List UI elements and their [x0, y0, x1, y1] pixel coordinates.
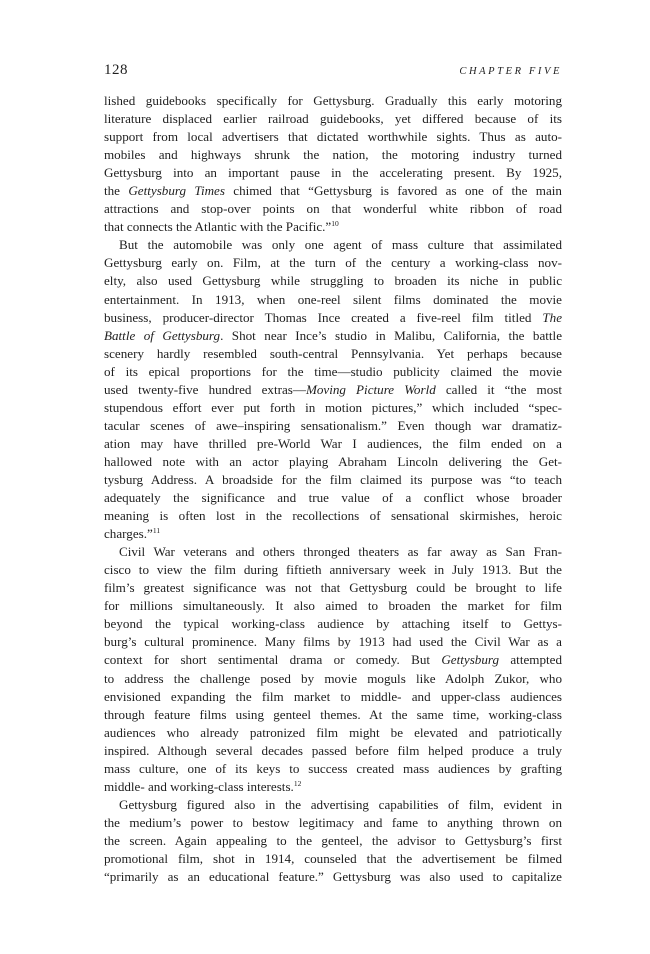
text-run: Civil War veterans and others thronged theaters as far away as San Fran- [119, 544, 562, 560]
paragraph [104, 796, 562, 886]
text-line [104, 525, 562, 543]
text-line [104, 128, 562, 146]
page-number: 128 [104, 62, 128, 78]
text-line [104, 182, 562, 200]
text-run: beyond the typical working-class audience by attaching itself to Gettys- [104, 616, 562, 632]
paragraph [104, 92, 562, 236]
text-line [104, 200, 562, 218]
text-line [104, 471, 562, 489]
text-run: used twenty-five hundred extras— [104, 381, 306, 397]
text-run: the screen. Again appealing to the genteel, the advisor to Gettysburg’s first [104, 832, 562, 848]
text-run: stupendous effort ever put forth in motion pictures,” which included “spec- [104, 399, 562, 415]
text-run: that connects the Atlantic with the Pacific.” [104, 219, 332, 235]
text-line [104, 453, 562, 471]
text-line [104, 254, 562, 272]
paragraph [104, 236, 562, 543]
text-line [104, 850, 562, 868]
text-line [104, 272, 562, 290]
text-run: called it “the most [435, 381, 562, 397]
text-line [104, 579, 562, 597]
text-line [104, 110, 562, 128]
footnote-marker: 10 [331, 219, 339, 229]
text-run: Gettysburg into an important pause in the accelerating present. By 1925, [104, 165, 562, 181]
text-run: the medium’s power to bestow legitimacy and fame to anything thrown on [104, 814, 562, 830]
text-line [104, 309, 562, 327]
text-run: cisco to view the film during fiftieth anniversary week in July 1913. But the [104, 562, 562, 578]
text-run: the [104, 183, 129, 199]
text-line [104, 597, 562, 615]
text-run: elty, also used Gettysburg while struggling to broaden its niche in public [104, 273, 562, 289]
text-line [104, 489, 562, 507]
text-run: attempted [499, 652, 562, 668]
text-line [104, 796, 562, 814]
text-line [104, 146, 562, 164]
text-line [104, 633, 562, 651]
footnote-marker: 11 [152, 526, 161, 536]
text-run: scenery hardly resembled south-central Pennsylvania. Yet perhaps because [104, 345, 562, 361]
text-run: . Shot near Ince’s studio in Malibu, California, the battle [220, 327, 563, 343]
text-line [104, 164, 562, 182]
text-run: burg’s cultural prominence. Many films by 1913 had used the Civil War as a [104, 634, 562, 650]
text-run: support from local advertisers that dictated worthwhile sights. Thus as auto- [104, 129, 562, 145]
text-run: business, producer-director Thomas Ince created a five-reel film titled [104, 309, 543, 325]
text-line [104, 760, 562, 778]
text-run: But the automobile was only one agent of mass culture that assimilated [119, 237, 562, 253]
text-run: tacular scenes of awe–inspiring sensationalism.” Even though war dramatiz- [104, 417, 562, 433]
italic-title: Gettysburg Times [128, 183, 225, 199]
text-line [104, 670, 562, 688]
text-line [104, 507, 562, 525]
text-run: attractions and stop-over points on that wonderful white ribbon of road [104, 201, 562, 217]
text-line [104, 543, 562, 561]
text-line [104, 92, 562, 110]
text-run: literature displaced earlier railroad guidebooks, yet differed because of its [104, 111, 562, 127]
footnote-marker: 12 [293, 778, 302, 788]
text-line [104, 435, 562, 453]
text-line [104, 868, 562, 886]
text-run: charges.” [104, 526, 153, 542]
text-run: adequately the significance and true value of a conflict whose broader [104, 490, 562, 506]
italic-title: Moving Picture World [305, 381, 436, 397]
text-line [104, 399, 562, 417]
text-run: tysburg Address. A broadside for the film claimed its purpose was “to teach [104, 471, 562, 487]
text-run: meaning is often lost in the recollections of sensational skirmishes, heroic [104, 508, 562, 524]
text-run: mobiles and highways shrunk the nation, the motoring industry turned [104, 147, 562, 163]
text-line [104, 814, 562, 832]
text-run: lished guidebooks specifically for Gettysburg. Gradually this early motoring [104, 93, 562, 108]
text-line [104, 688, 562, 706]
chapter-title: CHAPTER FIVE [459, 66, 562, 77]
text-run: inspired. Although several decades passed before film helped produce a truly [104, 742, 562, 758]
text-line [104, 327, 562, 345]
italic-title: Battle of Gettysburg [104, 327, 221, 343]
italic-title: The [542, 309, 562, 325]
italic-title: Gettysburg [441, 652, 500, 668]
text-line [104, 615, 562, 633]
text-run: envisioned expanding the film market to middle- and upper-class audiences [104, 688, 562, 704]
text-line [104, 651, 562, 669]
text-line [104, 218, 562, 236]
text-run: Gettysburg early on. Film, at the turn of the century a working-class nov- [104, 255, 562, 271]
text-line [104, 236, 562, 254]
text-run: for millions simultaneously. It also aimed to broaden the market for film [104, 598, 562, 614]
text-line [104, 381, 562, 399]
text-line [104, 291, 562, 309]
text-line [104, 363, 562, 381]
text-line [104, 706, 562, 724]
book-page [104, 62, 562, 886]
text-run: audiences who already patronized film might be elevated and patriotically [104, 724, 562, 740]
text-run: film’s greatest significance was not that Gettysburg could be brought to life [104, 580, 562, 596]
text-run: ation may have thrilled pre-World War I audiences, the film ended on a [104, 435, 562, 451]
text-line [104, 832, 562, 850]
running-head [104, 62, 562, 84]
body-text [104, 92, 562, 886]
text-line [104, 778, 562, 796]
paragraph [104, 543, 562, 796]
text-run: hallowed note with an actor playing Abraham Lincoln delivering the Get- [104, 453, 562, 469]
text-run: of its epical proportions for the time—studio publicity claimed the movie [104, 363, 562, 379]
text-run: mass culture, one of its keys to success created mass audiences by grafting [104, 760, 562, 776]
text-run: entertainment. In 1913, when one-reel silent films dominated the movie [104, 291, 562, 307]
text-run: chimed that “Gettysburg is favored as one of the main [224, 183, 562, 199]
text-line [104, 417, 562, 435]
text-run: Gettysburg figured also in the advertising capabilities of film, evident in [119, 796, 562, 812]
text-line [104, 742, 562, 760]
text-run: through feature films using genteel themes. At the same time, working-class [104, 706, 562, 722]
text-run: context for short sentimental drama or comedy. But [104, 652, 442, 668]
text-run: promotional film, shot in 1914, counseled that the advertisement be filmed [104, 850, 562, 866]
text-line [104, 561, 562, 579]
text-run: middle- and working-class interests. [104, 778, 294, 794]
text-line [104, 345, 562, 363]
text-line [104, 724, 562, 742]
text-run: “primarily as an educational feature.” Gettysburg was also used to capitalize [104, 869, 562, 885]
text-run: to address the challenge posed by movie moguls like Adolph Zukor, who [104, 670, 562, 686]
